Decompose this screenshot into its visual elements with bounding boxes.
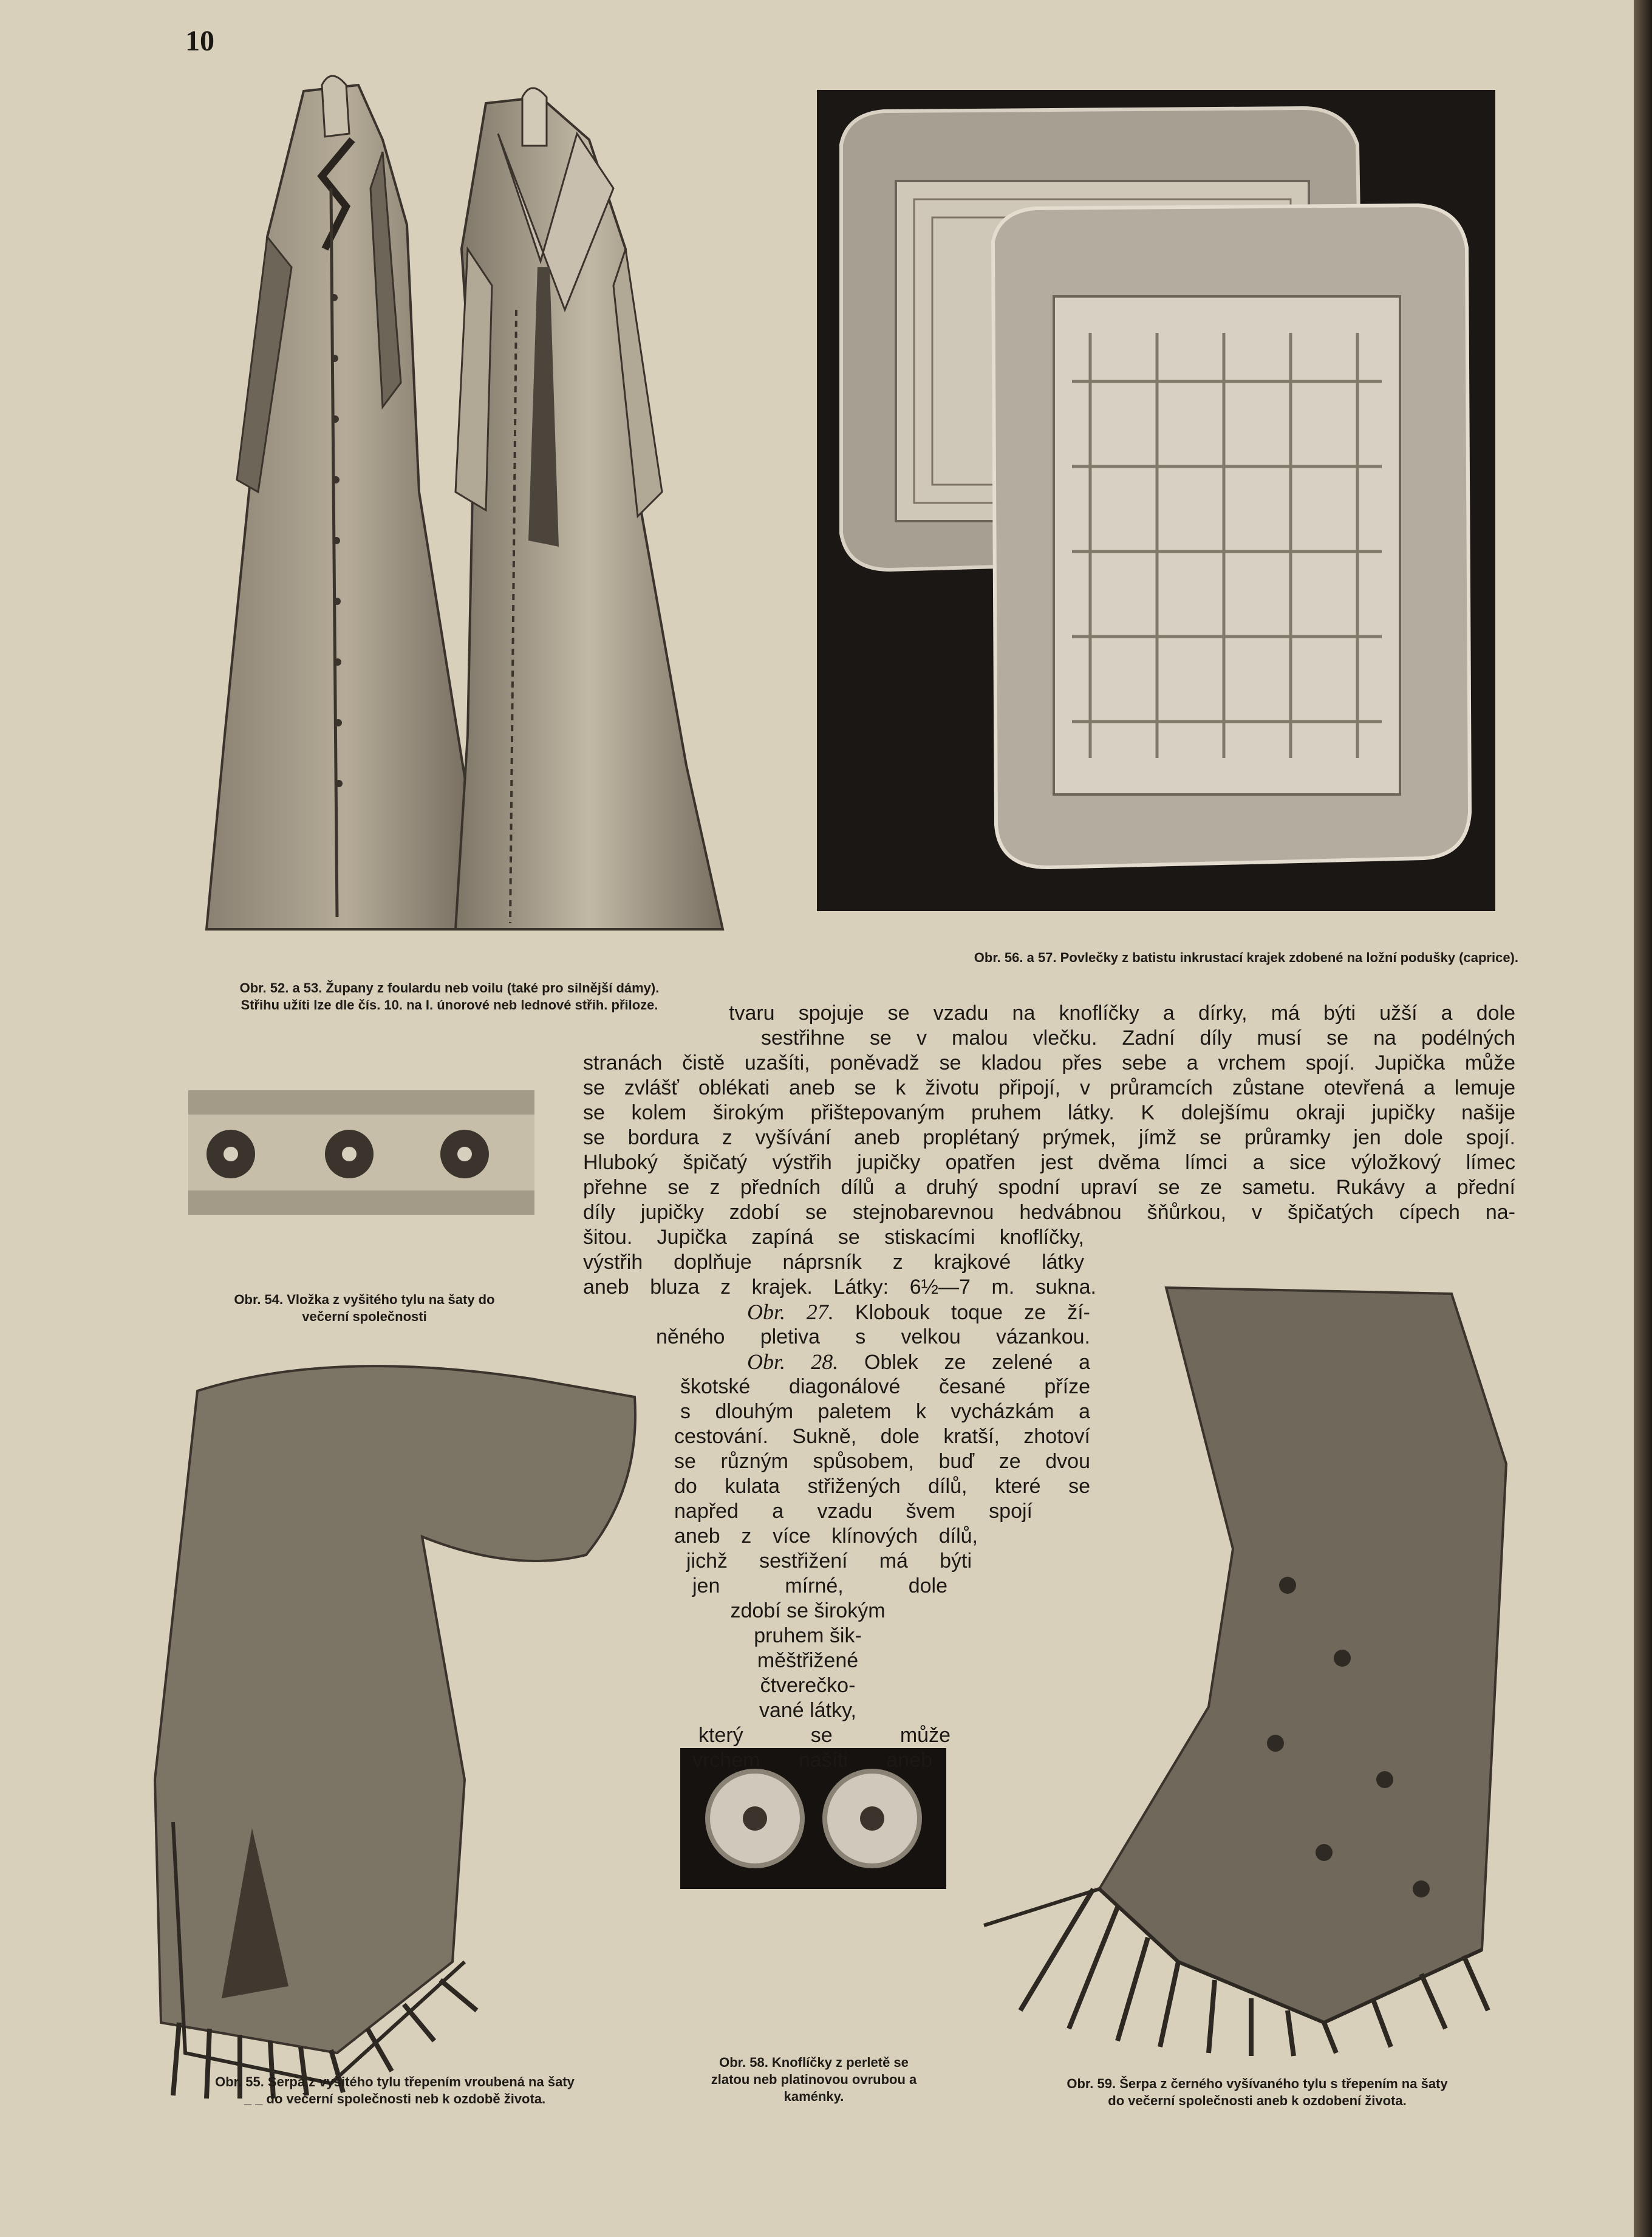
caption-line: zlatou neb platinovou ovrubou a xyxy=(711,2072,917,2087)
pillow-covers-photo xyxy=(817,90,1495,911)
text-line: měštřižené xyxy=(757,1649,859,1672)
illustration-tulle-insert xyxy=(188,1090,534,1215)
text-line: Hluboký špičatý výstřih jupičky opatřen jest dvěma límci a sice výložkový límec xyxy=(583,1151,1515,1174)
caption-line: Obr. 58. Knoflíčky z perletě se xyxy=(719,2055,909,2070)
caption-fig-56-57: Obr. 56. a 57. Povlečky z batistu inkrustací krajek zdobené na ložní podušky (caprice). xyxy=(974,950,1518,965)
page-number: 10 xyxy=(185,25,214,57)
text-line: se zvlášť oblékati aneb se k životu připojí, v průramcích zůstane otevřená a lemuje xyxy=(583,1076,1515,1099)
illustration-scarf-left xyxy=(149,1354,647,2102)
text-line: díly jupičky zdobí se stejnobarevnou hedvábnou šňůrkou, v špičatých cípech na- xyxy=(583,1201,1515,1224)
text-line: tvaru spojuje se vzadu na knoflíčky a dírky, má býti užší a dole xyxy=(729,1002,1515,1025)
text-line: cestování. Sukně, dole kratší, zhotoví xyxy=(674,1425,1090,1448)
text-line: který se může xyxy=(698,1724,951,1747)
caption-line: Obr. 59. Šerpa z černého vyšívaného tylu s třepením na šaty xyxy=(1067,2076,1448,2091)
caption-fig-59 xyxy=(996,2075,1518,2109)
text-line: se různým spůsobem, buď ze dvou xyxy=(674,1450,1090,1473)
illustration-dressing-gowns xyxy=(200,67,729,935)
text-line: vrchem našíti aneb xyxy=(692,1749,932,1772)
illustration-pillow-covers xyxy=(817,90,1495,911)
text-line: sestřihne se v malou vlečku. Zadní díly musí se na podélných xyxy=(761,1026,1515,1050)
text-line: zdobí se širokým xyxy=(730,1599,886,1622)
text-line: výstřih doplňuje náprsník z krajkové látky xyxy=(583,1251,1084,1274)
text-line: se kolem širokým přištepovaným pruhem látky. K dolejšímu okraji jupičky našije xyxy=(583,1101,1515,1124)
text-line xyxy=(747,1300,1090,1325)
tulle-insert-drawing xyxy=(188,1090,534,1215)
caption-fig-58 xyxy=(674,2054,954,2105)
text-line: jen mírné, dole xyxy=(692,1574,947,1597)
text-line: vané látky, xyxy=(759,1699,856,1722)
text-segment: Oblek ze zelené a xyxy=(838,1351,1090,1374)
text-segment: Klobouk toque ze ží- xyxy=(833,1301,1090,1324)
caption-line: do večerní společnosti aneb k ozdobení života. xyxy=(1108,2093,1407,2108)
text-line: aneb bluza z krajek. Látky: 6½—7 m. sukna. xyxy=(583,1276,1096,1299)
figure-ref: Obr. 28. xyxy=(747,1350,839,1374)
text-line xyxy=(747,1350,1090,1375)
caption-line: kaménky. xyxy=(783,2089,844,2104)
text-line: čtverečko- xyxy=(760,1674,856,1697)
caption-line: Obr. 52. a 53. Župany z foulardu neb voilu (také pro silnější dámy). xyxy=(239,980,660,996)
text-line: pruhem šik- xyxy=(754,1624,862,1647)
text-line: napřed a vzadu švem spojí xyxy=(674,1500,1032,1523)
text-line: se bordura z vyšívání aneb proplétaný prýmek, jímž se průramky jen dole spojí. xyxy=(583,1126,1515,1149)
text-line: přehne se z předních dílů a druhý spodní upraví se ze sametu. Rukávy a přední xyxy=(583,1176,1515,1199)
figure-ref: Obr. 27. xyxy=(747,1300,834,1324)
caption-line: Obr. 55. Šerpa z vyšitého tylu třepením vroubená na šaty xyxy=(215,2074,575,2089)
caption-fig-52-53 xyxy=(176,980,723,1014)
text-line: stranách čistě uzašíti, poněvadž se kladou přes sebe a vrchem spojí. Jupička může xyxy=(583,1051,1515,1074)
text-line: aneb z více klínových dílů, xyxy=(674,1525,978,1548)
text-line: šitou. Jupička zapíná se stiskacími knoflíčky, xyxy=(583,1226,1084,1249)
scarf-left-drawing xyxy=(149,1354,647,2102)
caption-line: _ _ do večerní společnosti neb k ozdobě života. xyxy=(244,2091,546,2106)
caption-fig-54 xyxy=(182,1291,547,1325)
caption-line: večerní společnosti xyxy=(302,1309,427,1324)
text-line: do kulata střižených dílů, které se xyxy=(674,1475,1090,1498)
dressing-gowns-drawing xyxy=(200,67,729,935)
text-line: jichž sestřižení má býti xyxy=(686,1549,972,1573)
book-spine-edge xyxy=(1634,0,1652,2237)
text-line: něného pletiva s velkou vázankou. xyxy=(656,1325,1090,1348)
text-line: s dlouhým paletem k vycházkám a xyxy=(680,1400,1090,1423)
text-line: škotské diagonálové česané příze xyxy=(680,1375,1090,1398)
caption-line: Obr. 54. Vložka z vyšitého tylu na šaty do xyxy=(234,1292,495,1307)
caption-line: Střihu užíti lze dle čís. 10. na I. únorové neb lednové střih. přiloze. xyxy=(241,997,658,1013)
caption-fig-55 xyxy=(146,2074,644,2108)
